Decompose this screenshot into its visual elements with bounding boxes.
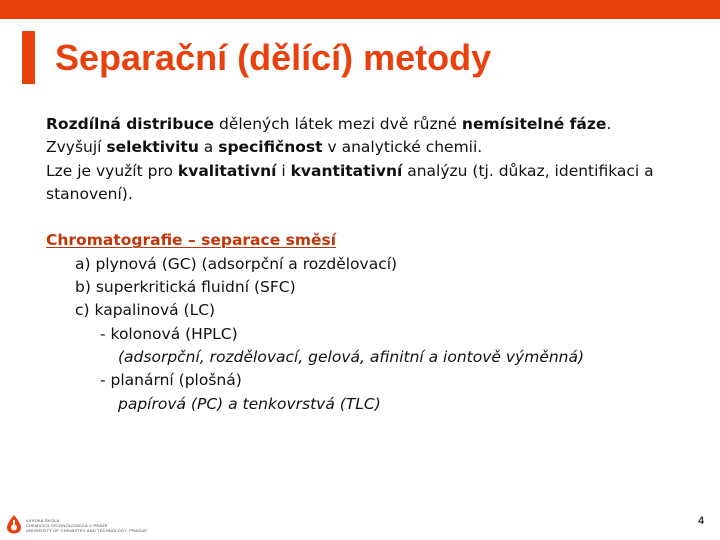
paragraph-line-2 xyxy=(46,136,706,159)
text-span: analýzu (tj. důkaz, identifikaci a xyxy=(402,161,654,180)
text-span: v analytické chemii. xyxy=(322,138,483,157)
term-distribution: Rozdílná distribuce xyxy=(46,115,215,133)
list-item: c) kapalinová (LC) xyxy=(75,301,216,320)
logo-text-line: VYSOKÁ ŠKOLA xyxy=(26,518,60,523)
chromatography-heading-link[interactable]: Chromatografie – separace směsí xyxy=(46,231,337,250)
page-number: 4 xyxy=(698,515,705,527)
sub-list-item: - planární (plošná) xyxy=(100,371,242,390)
spacer xyxy=(46,206,706,229)
paragraph-line-1 xyxy=(46,113,706,136)
vscht-flask-logo-icon xyxy=(6,514,22,534)
text-span: dělených látek mezi dvě různé xyxy=(214,115,462,133)
list-item: b) superkritická fluidní (SFC) xyxy=(75,278,296,297)
logo-text-line: UNIVERSITY OF CHEMISTRY AND TECHNOLOGY, PRAGUE xyxy=(26,528,148,533)
text-span: Lze je využít pro xyxy=(46,161,178,180)
title-accent-bar xyxy=(22,31,35,84)
paragraph-line-3 xyxy=(46,160,706,183)
slide-title: Separační (dělící) metody xyxy=(55,37,492,78)
sub-list-detail: (adsorpční, rozdělovací, gelová, afinitní a iontově výměnná) xyxy=(118,347,585,366)
text-span: i xyxy=(276,161,291,180)
top-accent-bar xyxy=(0,0,720,19)
list-item: a) plynová (GC) (adsorpční a rozdělovací) xyxy=(75,254,398,273)
term-specificity: specifičnost xyxy=(218,138,323,157)
term-qualitative: kvalitativní xyxy=(177,161,277,180)
sub-list-item: - kolonová (HPLC) xyxy=(100,324,238,343)
logo-text-line: CHEMICKO-TECHNOLOGICKÁ V PRAZE xyxy=(26,523,108,528)
term-selectivity: selektivitu xyxy=(106,138,199,157)
text-span: a xyxy=(198,138,219,157)
term-quantitative: kvantitativní xyxy=(290,161,403,180)
term-immiscible-phases: nemísitelné fáze xyxy=(461,115,607,133)
slide-body xyxy=(46,113,706,416)
paragraph-line-4: stanovení). xyxy=(46,184,133,203)
text-span: Zvyšují xyxy=(46,138,107,157)
university-logo-text xyxy=(26,518,147,533)
text-span: . xyxy=(606,115,612,133)
chromatography-heading-row xyxy=(46,229,706,252)
sub-list-detail: papírová (PC) a tenkovrstvá (TLC) xyxy=(118,394,381,413)
